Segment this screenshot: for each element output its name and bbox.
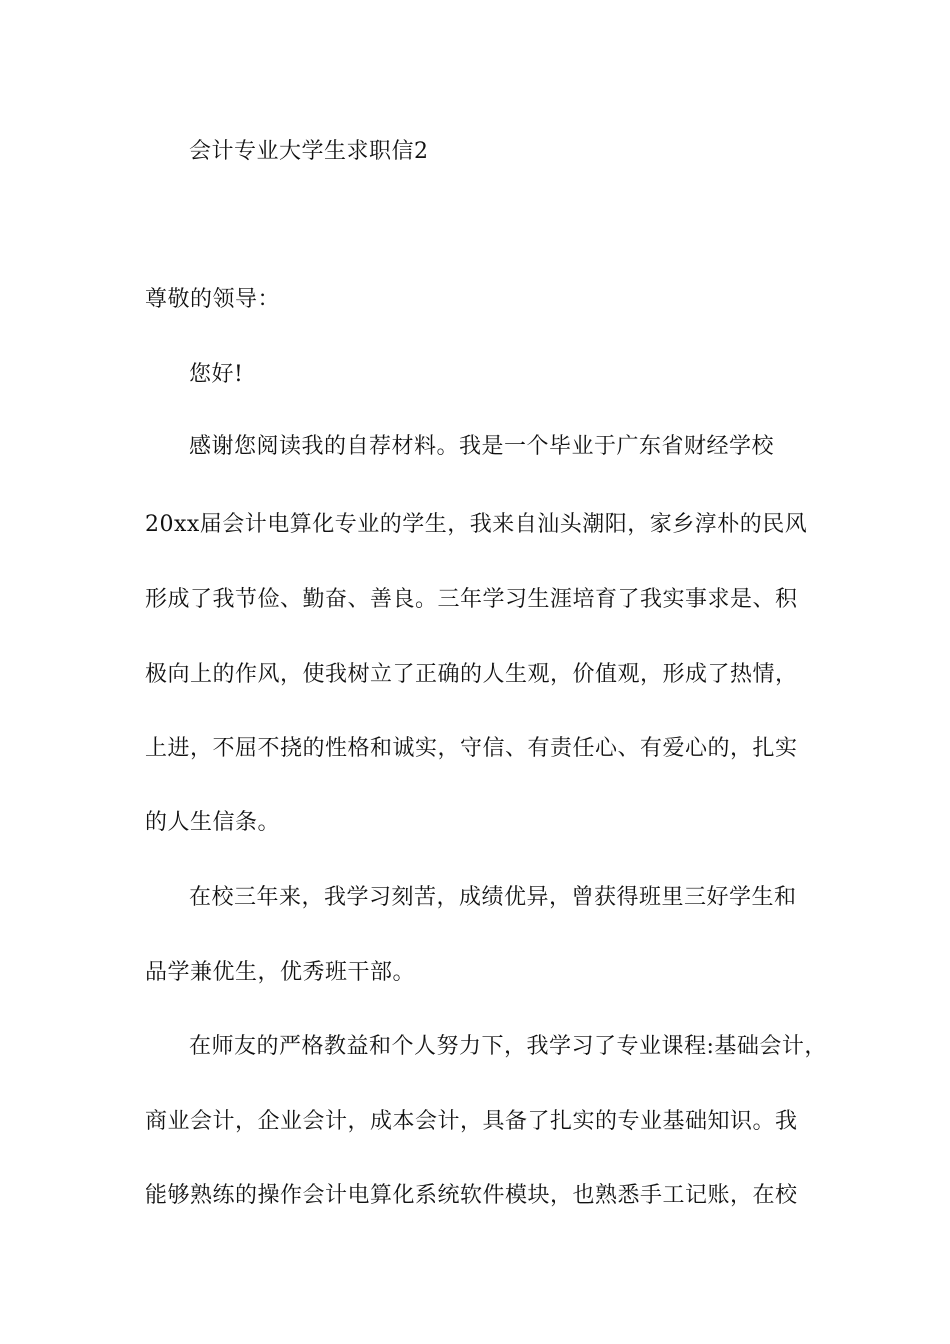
document-title: 会计专业大学生求职信2 bbox=[189, 139, 429, 164]
paragraph-1-line-1: 感谢您阅读我的自荐材料。我是一个毕业于广东省财经学校 bbox=[189, 434, 775, 459]
paragraph-1-line-4: 极向上的作风，使我树立了正确的人生观，价值观，形成了热情， bbox=[145, 662, 798, 687]
paragraph-3-line-2: 商业会计，企业会计，成本会计，具备了扎实的专业基础知识。我 bbox=[145, 1109, 798, 1134]
paragraph-1-line-5: 上进，不屈不挠的性格和诚实，守信、有责任心、有爱心的，扎实 bbox=[145, 736, 798, 761]
paragraph-1-line-3: 形成了我节俭、勤奋、善良。三年学习生涯培育了我实事求是、积 bbox=[145, 587, 798, 612]
paragraph-2-line-2: 品学兼优生，优秀班干部。 bbox=[145, 960, 416, 985]
paragraph-1-line-2: 20xx届会计电算化专业的学生，我来自汕头潮阳，家乡淳朴的民风 bbox=[145, 512, 808, 537]
paragraph-3-line-3: 能够熟练的操作会计电算化系统软件模块，也熟悉手工记账，在校 bbox=[145, 1183, 798, 1208]
salutation: 尊敬的领导： bbox=[145, 287, 281, 312]
paragraph-1-line-6: 的人生信条。 bbox=[145, 810, 281, 835]
paragraph-2-line-1: 在校三年来，我学习刻苦，成绩优异，曾获得班里三好学生和 bbox=[189, 885, 797, 910]
paragraph-3-line-1: 在师友的严格教益和个人努力下，我学习了专业课程:基础会计， bbox=[189, 1034, 827, 1059]
greeting: 您好! bbox=[189, 362, 244, 387]
